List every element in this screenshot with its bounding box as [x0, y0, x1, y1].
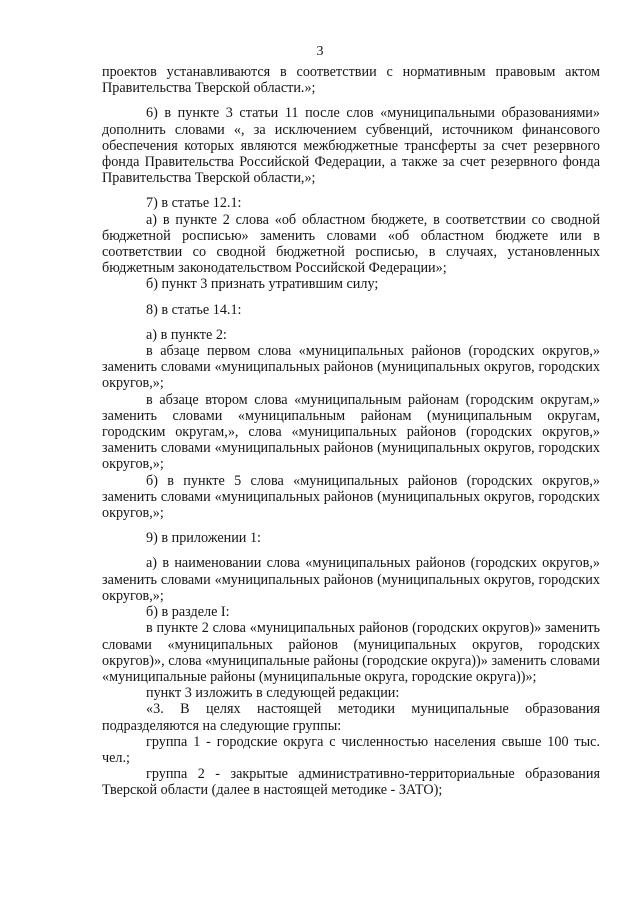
paragraph: группа 1 - городские округа с численностью населения свыше 100 тыс. чел.; — [102, 733, 600, 766]
paragraph: в абзаце первом слова «муниципальных районов (городских округов,» заменить словами «муниципальных районов (муниципальных округов, городских округов,»; — [102, 343, 600, 392]
document-body — [102, 64, 600, 799]
paragraph: «3. В целях настоящей методики муниципальные образования подразделяются на следующие группы: — [102, 701, 600, 734]
paragraph: б) в пункте 5 слова «муниципальных районов (городских округов,» заменить словами «муниципальных районов (муниципальных округов, городских округов,»; — [102, 472, 600, 522]
paragraph: 9) в приложении 1: — [146, 530, 261, 547]
paragraph: 7) в статье 12.1: — [146, 195, 242, 212]
paragraph: группа 2 - закрытые административно-территориальные образования Тверской области (далее в настоящей методике - ЗАТО); — [102, 766, 600, 799]
page-number: 3 — [316, 44, 324, 59]
paragraph: а) в наименовании слова «муниципальных районов (городских округов,» заменить словами «муниципальных районов (муниципальных округов, городских округов,»; — [102, 555, 600, 604]
paragraph: пункт 3 изложить в следующей редакции: — [146, 685, 400, 702]
paragraph: в абзаце втором слова «муниципальным районам (городским округам,» заменить словами «муниципальным районам (муниципальным округам, городским округам,», слова «муниципальных районов (городских округов,» заменить словами «муниципальных районов (муниципальных округов, городских округов,»; — [102, 391, 600, 473]
paragraph: а) в пункте 2: — [146, 326, 227, 343]
paragraph: б) в разделе I: — [146, 604, 230, 621]
paragraph: в пункте 2 слова «муниципальных районов (городских округов)» заменить словами «муниципальных районов (муниципальных округов, городских округов)», слова «муниципальные районы (городские округа))» заменить словами «муниципальные районы (муниципальные округа, городские округа))»; — [102, 620, 600, 685]
paragraph: а) в пункте 2 слова «об областном бюджете, в соответствии со сводной бюджетной росписью» заменить словами «об областном бюджете или в соответствии со сводной бюджетной росписью, в случаях, установленных бюджетным законодательством Российской Федерации»; — [102, 211, 600, 277]
paragraph: 6) в пункте 3 статьи 11 после слов «муниципальными образованиями» дополнить словами «, за исключением субвенций, источником финансового обеспечения которых являются межбюджетные трансферты за счет резервного фонда Правительства Российской Федерации, а также за счет резервного фонда Правительства Тверской области,»; — [102, 105, 600, 187]
paragraph: 8) в статье 14.1: — [146, 301, 242, 318]
paragraph: б) пункт 3 признать утратившим силу; — [146, 276, 379, 293]
paragraph: проектов устанавливаются в соответствии с нормативным правовым актом Правительства Тверской области.»; — [102, 64, 600, 97]
